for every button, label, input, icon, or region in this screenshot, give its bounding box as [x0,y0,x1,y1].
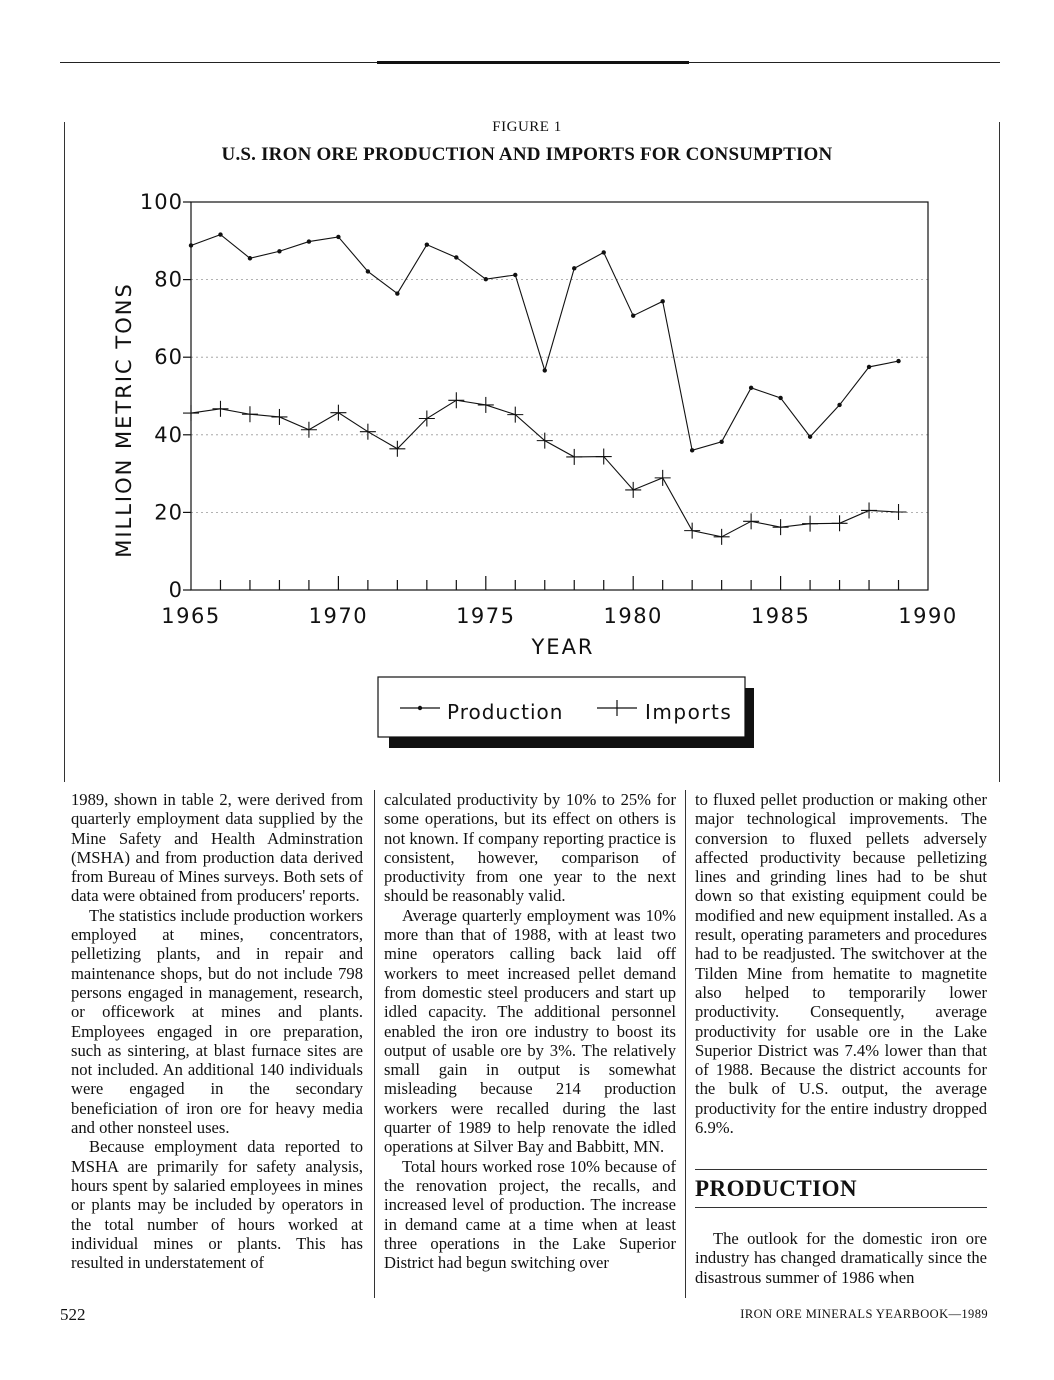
text-column-3 [695,790,987,1137]
production-point [366,269,370,273]
imports-point [212,401,228,417]
production-point [867,365,871,369]
production-point [719,440,723,444]
production-point [307,239,311,243]
paragraph: 1989, shown in table 2, were derived from quarterly employment data supplied by the Mine Safety and Health Adminstration (MSHA) and from production data derived from Bureau of Mines surveys. Both sets of data were obtained from producers' reports. [71,790,363,906]
production-point [543,368,547,372]
text-column-2 [384,790,676,1272]
x-tick-label: 1990 [898,604,958,628]
x-tick-label: 1975 [456,604,516,628]
imports-point [832,515,848,531]
production-point [218,232,222,236]
x-axis-label: YEAR [531,635,595,659]
imports-point [330,405,346,421]
legend-production-marker [418,706,422,710]
y-tick-label: 40 [154,422,183,447]
section-rule-bottom [695,1207,987,1208]
production-point [513,273,517,277]
y-tick-label: 100 [139,190,183,214]
production-point [425,242,429,246]
figure-label: FIGURE 1 [492,119,562,135]
column-divider-1 [374,790,375,1298]
x-tick-label: 1970 [308,604,369,628]
x-tick-label: 1985 [750,604,811,628]
legend-production-label: Production [447,700,564,724]
production-point [660,299,664,303]
production-point [454,255,458,259]
imports-point [773,519,789,535]
running-title: IRON ORE MINERALS YEARBOOK—1989 [740,1307,988,1321]
production-point [690,448,694,452]
plot-area [191,202,928,590]
production-point [248,256,252,260]
production-point [395,291,399,295]
text-column-3-continued [695,1229,987,1287]
production-point [837,403,841,407]
imports-line [191,400,899,537]
text-column-1 [71,790,363,1272]
column-divider-2 [685,790,686,1298]
legend-imports-label: Imports [645,700,733,724]
production-line [191,235,899,451]
paragraph: The outlook for the domestic iron ore industry has changed dramatically since the disastrous summer of 1986 when [695,1229,987,1287]
imports-point [271,409,287,425]
figure-title: U.S. IRON ORE PRODUCTION AND IMPORTS FOR CONSUMPTION [221,144,833,165]
y-tick-label: 60 [154,345,183,370]
production-point [602,250,606,254]
imports-point [891,504,907,520]
paragraph: The statistics include production workers employed at mines, concentrators, pelletizing plants, and in repair and maintenance shops, but do not include 798 persons engaged in management, research, or officework at mines and plants. Employees engaged in ore preparation, such as sintering, at blast furnace sites are not included. An additional 140 individuals were engaged in the secondary beneficiation of iron ore for heavy media and other nonsteel uses. [71,905,363,1138]
imports-point [714,529,730,545]
production-point [631,313,635,317]
imports-point [566,449,582,465]
production-point [484,277,488,281]
page-number: 522 [60,1305,86,1324]
paragraph: calculated productivity by 10% to 25% for some operations, but its effect on others is not known. If company reporting practice is consistent, however, comparison of productivity from one year to the next should be reasonably valid. [384,790,676,906]
imports-point [861,502,877,518]
imports-point [684,523,700,539]
imports-point [360,424,376,440]
paragraph: Average quarterly employment was 10% more than that of 1988, with at least two mine operators calling back laid off workers to meet increased pellet demand from domestic steel producers and start up idled capacity. The additional personnel enabled the iron ore industry to boost its output of usable ore by 3%. The relatively small gain in output is somewhat misleading because 214 production workers were recalled during the last quarter of 1989 to help renovate the idled operations at Silver Bay and Babbitt, MN. [384,905,676,1157]
production-point [896,359,900,363]
imports-point [448,392,464,408]
production-point [336,235,340,239]
production-point [277,249,281,253]
production-point [808,435,812,439]
production-point [189,243,193,247]
paragraph: to fluxed pellet production or making other major technological improvements. The conversion to fluxed pellets adversely affected productivity because pelletizing lines and grinding lines had to be shut down so that existing equipment could be modified and new equipment installed. As a result, operating parameters and procedures had to be readjusted. The switchover at the Tilden Mine from hematite to magnetite also helped to temporarily lower productivity. Consequently, average productivity for usable ore in the Lake Superior District was 7.4% lower than that of 1988. Because the district accounts for the bulk of U.S. output, the average productivity for the entire industry dropped 6.9%. [695,790,987,1138]
paragraph: Total hours worked rose 10% because of the renovation project, the recalls, and increased level of production. The increase in demand came at a time when at least three operations in the Lake Superior District had begun switching over [384,1156,676,1273]
production-point [749,386,753,390]
imports-point [242,406,258,422]
imports-point [802,516,818,532]
imports-point [478,397,494,413]
y-tick-label: 80 [154,267,183,292]
imports-point [743,513,759,529]
production-point [572,266,576,270]
section-rule-top [695,1169,987,1170]
paragraph: Because employment data reported to MSHA are primarily for safety analysis, hours spent by salaried employees in mines or plants may be included by operators in the total number of hours worked at individual mines or plants. This has resulted in understatement of [71,1137,363,1273]
legend [378,677,754,748]
section-heading: PRODUCTION [695,1176,858,1201]
y-tick-label: 20 [154,500,183,525]
imports-point [301,422,317,438]
imports-point [183,405,199,421]
imports-point [655,470,671,486]
x-tick-label: 1965 [161,604,221,628]
production-point [778,396,782,400]
y-axis-label: MILLION METRIC TONS [112,282,136,558]
y-tick-label: 0 [168,578,183,602]
x-tick-label: 1980 [603,604,663,628]
chart-grid [191,280,928,513]
